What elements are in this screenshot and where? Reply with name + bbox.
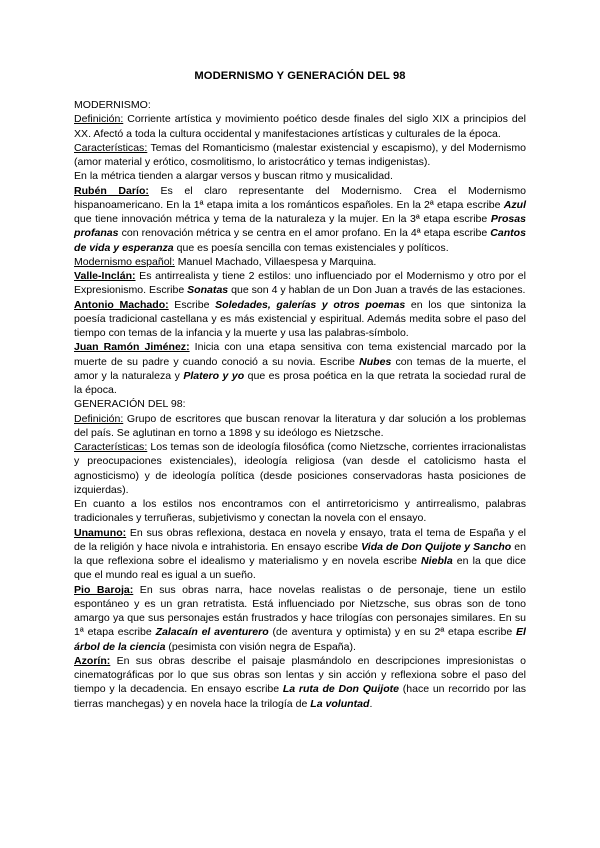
paragraph-caracteristicas-generacion [74, 440, 526, 497]
text-jimenez-1: Inicia con una etapa sensitiva con tema existencial marcado por la muerte de su padre y cuando conoció a su novia. Escribe [74, 341, 526, 368]
work-niebla: Niebla [421, 555, 453, 567]
text-unamuno-2: en la que reflexiona sobre el idealismo y materialismo y en novela escribe [74, 540, 526, 567]
text-baroja-2: (de aventura y optimista) y en su 2ª etapa escribe [268, 626, 517, 639]
text-machado-1: Escribe [168, 298, 216, 311]
label-unamuno: Unamuno: [74, 526, 127, 539]
text-definicion: Corriente artística y movimiento poético desde finales del siglo XIX a principios del XX. Afectó a toda la cultura occidental y manifestaciones artísticas y culturales de la época. [74, 113, 526, 140]
work-sonatas: Sonatas [187, 284, 229, 297]
text-baroja-3: (pesimista con visión negra de España). [165, 640, 356, 653]
section-heading-modernismo: MODERNISMO: [74, 99, 151, 111]
work-azul: Azul [503, 198, 526, 211]
label-pio-baroja: Pio Baroja: [74, 583, 134, 596]
work-la-voluntad: La voluntad [310, 697, 370, 710]
label-definicion: Definición: [74, 412, 124, 425]
paragraph-ruben-dario [74, 184, 526, 255]
label-ruben-dario: Rubén Darío: [74, 184, 149, 197]
text-definicion: Grupo de escritores que buscan renovar la literatura y dar solución a los problemas del país. Se aglutinan en torno a 1898 y su ideólogo es Nietzsche. [74, 412, 526, 439]
paragraph-pio-baroja [74, 583, 526, 654]
text-azorin-2: (hace un recorrido por las tierras manchegas) y en novela hace la trilogía de [74, 683, 526, 710]
text-valle-2: que son 4 y hablan de un Don Juan a través de las estaciones. [228, 284, 526, 297]
text-dario-4: que es poesía sencilla con temas existenciales y políticos. [173, 241, 449, 254]
text-azorin-3: . [369, 697, 373, 710]
work-la-ruta-de-don-quijote: La ruta de Don Quijote [282, 683, 400, 696]
label-caracteristicas: Características: [74, 141, 148, 154]
work-cantos-de-vida: Cantos de vida y esperanza [74, 227, 526, 254]
text-modernismo-espanol: Manuel Machado, Villaespesa y Marquina. [174, 255, 377, 268]
work-arbol-de-la-ciencia: El árbol de la ciencia [74, 626, 526, 653]
text-caracteristicas: Temas del Romanticismo (malestar existencial y escapismo), y del Modernismo (amor material y erótico, cosmolitismo, lo aristocrático y temas indigenistas). [74, 141, 526, 168]
text-dario-1: Es el claro representante del Modernismo. Crea el Modernismo hispanoamericano. En la 1ª etapa imita a los románticos españoles. En la 2ª etapa escribe [74, 184, 527, 211]
work-zalacain: Zalacaín el aventurero [155, 626, 269, 639]
text-dario-2: que tiene innovación métrica y tema de la naturaleza y la mujer. En la 3ª etapa escribe [74, 213, 491, 225]
text-unamuno-3: en la que dice que el mundo real es igual a un sueño. [74, 555, 526, 582]
label-antonio-machado: Antonio Machado: [74, 298, 169, 311]
text-jimenez-3: que es prosa poética en la que retrata la sociedad rural de la época. [74, 369, 526, 396]
label-modernismo-espanol: Modernismo español: [74, 255, 175, 268]
label-caracteristicas: Características: [74, 441, 148, 453]
paragraph-juan-ramon-jimenez [74, 340, 526, 397]
work-prosas-profanas: Prosas profanas [74, 213, 526, 240]
paragraph-caracteristicas-modernismo [74, 141, 526, 170]
paragraph-azorin [74, 654, 526, 711]
paragraph-definicion-generacion [74, 412, 526, 441]
text-jimenez-2: con temas de la muerte, el amor y la naturaleza y [74, 355, 527, 382]
section-heading-generacion-98: GENERACIÓN DEL 98: [74, 398, 186, 411]
text-caracteristicas: Los temas son de ideología filosófica (como Nietzsche, corrientes irracionalistas y preocupaciones existenciales), ideología religiosa (van desde el catolicismo hasta el agnosticismo) y de ideología política (desde posiciones conservadoras hasta posiciones de izquierdas). [74, 441, 526, 496]
paragraph-valle-inclan [74, 269, 526, 298]
text-machado-2: en los que sintoniza la poesía tradicional castellana y es más existencial y espiritual. Además medita sobre el paso del tiempo con temas de la infancia y la muerte y usa las palabras-símbolo. [74, 298, 527, 339]
paragraph-metrica: En la métrica tienden a alargar versos y buscan ritmo y musicalidad. [74, 170, 393, 183]
work-nubes: Nubes [359, 355, 392, 368]
paragraph-estilos: En cuanto a los estilos nos encontramos con el antirretoricismo y antirrealismo, palabras tradicionales y terruñeras, subjetivismo y conectan la novela con el ensayo. [74, 498, 526, 525]
paragraph-modernismo-espanol [74, 255, 526, 269]
work-platero-y-yo: Platero y yo [183, 369, 245, 382]
paragraph-unamuno [74, 526, 526, 583]
text-unamuno-1: En sus obras reflexiona, destaca en novela y ensayo, trata el tema de España y el de la religión y hace nivola e intrahistoria. En ensayo escribe [74, 526, 526, 553]
label-juan-ramon-jimenez: Juan Ramón Jiménez: [74, 341, 190, 354]
label-valle-inclan: Valle-Inclán: [74, 270, 136, 282]
label-definicion: Definición: [74, 113, 124, 126]
paragraph-definicion-modernismo [74, 112, 526, 141]
document-title: MODERNISMO Y GENERACIÓN DEL 98 [194, 70, 406, 82]
text-dario-3: con renovación métrica y se centra en el amor profano. En la 4ª etapa escribe [118, 227, 491, 240]
label-azorin: Azorín: [74, 654, 111, 667]
paragraph-antonio-machado [74, 298, 526, 341]
text-valle-1: Es antirrealista y tiene 2 estilos: uno influenciado por el Modernismo y otro por el Expresionismo. Escribe [74, 270, 526, 297]
work-soledades: Soledades, galerías y otros poemas [215, 298, 406, 311]
text-azorin-1: En sus obras describe el paisaje plasmándolo en descripciones impresionistas o cinematográficas por lo que sus obras son lentas y sin acción y reflexiona sobre el paso del tiempo y la decadencia. En ensayo escribe [74, 654, 526, 696]
text-baroja-1: En sus obras narra, hace novelas realistas o de personaje, tiene un estilo espontáneo y es un gran retratista. Está influenciado por Nietzsche, sus obras son de tono amargo ya que sus personajes están frustrados y hace trilogías con personajes similares. En su 1ª etapa escribe [74, 583, 526, 639]
work-vida-de-don-quijote: Vida de Don Quijote y Sancho [361, 540, 512, 553]
